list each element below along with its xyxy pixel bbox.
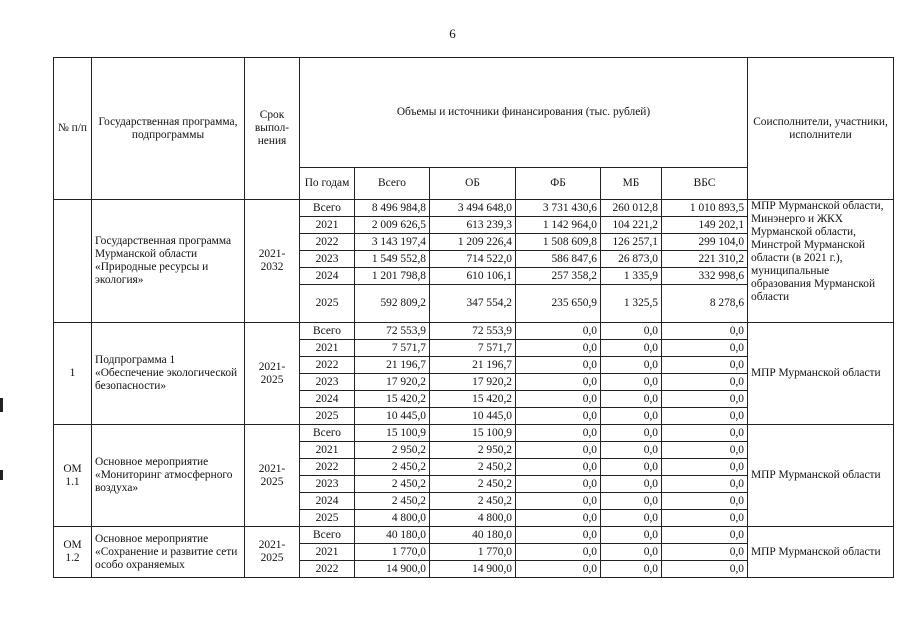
fb-cell: 0,0	[516, 493, 601, 510]
fb-cell: 0,0	[516, 476, 601, 493]
ob-cell: 1 770,0	[430, 544, 516, 561]
vbs-cell: 0,0	[662, 459, 748, 476]
program-executors: МПР Мурманской области	[748, 527, 894, 578]
header-mb: МБ	[601, 168, 662, 200]
fb-cell: 0,0	[516, 408, 601, 425]
ob-cell: 72 553,9	[430, 323, 516, 340]
vbs-cell: 0,0	[662, 340, 748, 357]
total-cell: 10 445,0	[355, 408, 430, 425]
program-name: Основное мероприятие «Сохранение и развитие сети особо охраняемых	[92, 527, 245, 578]
year-cell: 2023	[300, 251, 355, 268]
mb-cell: 0,0	[601, 425, 662, 442]
year-cell: 2024	[300, 391, 355, 408]
year-cell: 2023	[300, 374, 355, 391]
ob-cell: 347 554,2	[430, 285, 516, 323]
program-term: 2021-2025	[245, 527, 300, 578]
total-cell: 1 201 798,8	[355, 268, 430, 285]
fb-cell: 0,0	[516, 510, 601, 527]
mb-cell: 104 221,2	[601, 217, 662, 234]
mb-cell: 0,0	[601, 408, 662, 425]
year-cell: Всего	[300, 527, 355, 544]
table-body	[54, 200, 894, 578]
ob-cell: 15 100,9	[430, 425, 516, 442]
year-cell: 2025	[300, 408, 355, 425]
ob-cell: 2 950,2	[430, 442, 516, 459]
ob-cell: 613 239,3	[430, 217, 516, 234]
mb-cell: 26 873,0	[601, 251, 662, 268]
mb-cell: 0,0	[601, 493, 662, 510]
table-row	[54, 323, 894, 340]
mb-cell: 0,0	[601, 323, 662, 340]
ob-cell: 2 450,2	[430, 459, 516, 476]
total-cell: 2 450,2	[355, 493, 430, 510]
ob-cell: 3 494 648,0	[430, 200, 516, 217]
vbs-cell: 0,0	[662, 442, 748, 459]
ob-cell: 4 800,0	[430, 510, 516, 527]
table-row	[54, 425, 894, 442]
vbs-cell: 221 310,2	[662, 251, 748, 268]
total-cell: 2 450,2	[355, 459, 430, 476]
vbs-cell: 0,0	[662, 476, 748, 493]
ob-cell: 40 180,0	[430, 527, 516, 544]
total-cell: 4 800,0	[355, 510, 430, 527]
vbs-cell: 332 998,6	[662, 268, 748, 285]
mb-cell: 0,0	[601, 561, 662, 578]
program-term: 2021-2025	[245, 323, 300, 425]
total-cell: 15 420,2	[355, 391, 430, 408]
year-cell: 2025	[300, 510, 355, 527]
total-cell: 2 950,2	[355, 442, 430, 459]
total-cell: 2 450,2	[355, 476, 430, 493]
page-number: 6	[449, 26, 456, 41]
mb-cell: 260 012,8	[601, 200, 662, 217]
mb-cell: 0,0	[601, 374, 662, 391]
fb-cell: 0,0	[516, 340, 601, 357]
ob-cell: 10 445,0	[430, 408, 516, 425]
total-cell: 15 100,9	[355, 425, 430, 442]
year-cell: 2024	[300, 268, 355, 285]
fb-cell: 1 508 609,8	[516, 234, 601, 251]
total-cell: 72 553,9	[355, 323, 430, 340]
year-cell: 2021	[300, 544, 355, 561]
table-row	[54, 527, 894, 544]
year-cell: 2022	[300, 234, 355, 251]
total-cell: 40 180,0	[355, 527, 430, 544]
mb-cell: 0,0	[601, 459, 662, 476]
vbs-cell: 0,0	[662, 391, 748, 408]
program-name: Подпрограмма 1 «Обеспечение экологической безопасности»	[92, 323, 245, 425]
header-total: Всего	[355, 168, 430, 200]
table-row	[54, 200, 894, 217]
ob-cell: 714 522,0	[430, 251, 516, 268]
program-num: ОМ 1.1	[54, 425, 92, 527]
mb-cell: 0,0	[601, 357, 662, 374]
program-executors: МПР Мурманской области	[748, 425, 894, 527]
table-header	[54, 58, 894, 200]
vbs-cell: 1 010 893,5	[662, 200, 748, 217]
total-cell: 1 549 552,8	[355, 251, 430, 268]
header-by-years: По годам	[300, 168, 355, 200]
vbs-cell: 0,0	[662, 408, 748, 425]
ob-cell: 1 209 226,4	[430, 234, 516, 251]
total-cell: 592 809,2	[355, 285, 430, 323]
fb-cell: 0,0	[516, 323, 601, 340]
year-cell: 2024	[300, 493, 355, 510]
program-num	[54, 200, 92, 323]
ob-cell: 2 450,2	[430, 493, 516, 510]
year-cell: Всего	[300, 323, 355, 340]
year-cell: 2021	[300, 217, 355, 234]
fb-cell: 0,0	[516, 527, 601, 544]
vbs-cell: 149 202,1	[662, 217, 748, 234]
ob-cell: 7 571,7	[430, 340, 516, 357]
total-cell: 7 571,7	[355, 340, 430, 357]
header-executors: Соисполнители, участники, исполнители	[748, 58, 894, 200]
total-cell: 17 920,2	[355, 374, 430, 391]
total-cell: 2 009 626,5	[355, 217, 430, 234]
program-executors: МПР Мурманской области, Минэнерго и ЖКХ Мурманской области, Минстрой Мурманской области (в 2021 г.), муниципальные образования Мурманской области	[748, 200, 894, 323]
total-cell: 14 900,0	[355, 561, 430, 578]
fb-cell: 235 650,9	[516, 285, 601, 323]
program-num: 1	[54, 323, 92, 425]
vbs-cell: 0,0	[662, 527, 748, 544]
fb-cell: 257 358,2	[516, 268, 601, 285]
mb-cell: 0,0	[601, 544, 662, 561]
mb-cell: 0,0	[601, 510, 662, 527]
vbs-cell: 0,0	[662, 561, 748, 578]
header-vbs: ВБС	[662, 168, 748, 200]
header-ob: ОБ	[430, 168, 516, 200]
scan-edge-mark	[0, 398, 3, 412]
mb-cell: 1 325,5	[601, 285, 662, 323]
vbs-cell: 8 278,6	[662, 285, 748, 323]
year-cell: 2022	[300, 561, 355, 578]
vbs-cell: 0,0	[662, 323, 748, 340]
total-cell: 8 496 984,8	[355, 200, 430, 217]
program-name: Государственная программа Мурманской области «Природные ресурсы и экология»	[92, 200, 245, 323]
ob-cell: 2 450,2	[430, 476, 516, 493]
total-cell: 3 143 197,4	[355, 234, 430, 251]
fb-cell: 1 142 964,0	[516, 217, 601, 234]
vbs-cell: 299 104,0	[662, 234, 748, 251]
fb-cell: 586 847,6	[516, 251, 601, 268]
year-cell: 2022	[300, 357, 355, 374]
financing-table	[53, 57, 894, 578]
ob-cell: 21 196,7	[430, 357, 516, 374]
header-financing: Объемы и источники финансирования (тыс. рублей)	[300, 58, 748, 168]
year-cell: 2021	[300, 340, 355, 357]
fb-cell: 0,0	[516, 442, 601, 459]
ob-cell: 14 900,0	[430, 561, 516, 578]
mb-cell: 0,0	[601, 527, 662, 544]
year-cell: Всего	[300, 425, 355, 442]
ob-cell: 17 920,2	[430, 374, 516, 391]
vbs-cell: 0,0	[662, 493, 748, 510]
year-cell: 2023	[300, 476, 355, 493]
year-cell: 2022	[300, 459, 355, 476]
program-name: Основное мероприятие «Мониторинг атмосферного воздуха»	[92, 425, 245, 527]
fb-cell: 0,0	[516, 357, 601, 374]
program-executors: МПР Мурманской области	[748, 323, 894, 425]
vbs-cell: 0,0	[662, 510, 748, 527]
total-cell: 1 770,0	[355, 544, 430, 561]
fb-cell: 3 731 430,6	[516, 200, 601, 217]
vbs-cell: 0,0	[662, 425, 748, 442]
mb-cell: 0,0	[601, 391, 662, 408]
ob-cell: 610 106,1	[430, 268, 516, 285]
year-cell: 2021	[300, 442, 355, 459]
mb-cell: 0,0	[601, 340, 662, 357]
fb-cell: 0,0	[516, 544, 601, 561]
vbs-cell: 0,0	[662, 544, 748, 561]
program-term: 2021-2025	[245, 425, 300, 527]
year-cell: Всего	[300, 200, 355, 217]
fb-cell: 0,0	[516, 391, 601, 408]
fb-cell: 0,0	[516, 374, 601, 391]
mb-cell: 0,0	[601, 442, 662, 459]
header-term: Срок выпол-нения	[245, 58, 300, 200]
ob-cell: 15 420,2	[430, 391, 516, 408]
mb-cell: 126 257,1	[601, 234, 662, 251]
mb-cell: 0,0	[601, 476, 662, 493]
fb-cell: 0,0	[516, 425, 601, 442]
fb-cell: 0,0	[516, 459, 601, 476]
program-term: 2021-2032	[245, 200, 300, 323]
header-program: Государственная программа, подпрограммы	[92, 58, 245, 200]
year-cell: 2025	[300, 285, 355, 323]
program-num: ОМ 1.2	[54, 527, 92, 578]
header-fb: ФБ	[516, 168, 601, 200]
header-num: № п/п	[54, 58, 92, 200]
vbs-cell: 0,0	[662, 357, 748, 374]
vbs-cell: 0,0	[662, 374, 748, 391]
total-cell: 21 196,7	[355, 357, 430, 374]
scan-edge-mark	[0, 470, 3, 480]
mb-cell: 1 335,9	[601, 268, 662, 285]
fb-cell: 0,0	[516, 561, 601, 578]
